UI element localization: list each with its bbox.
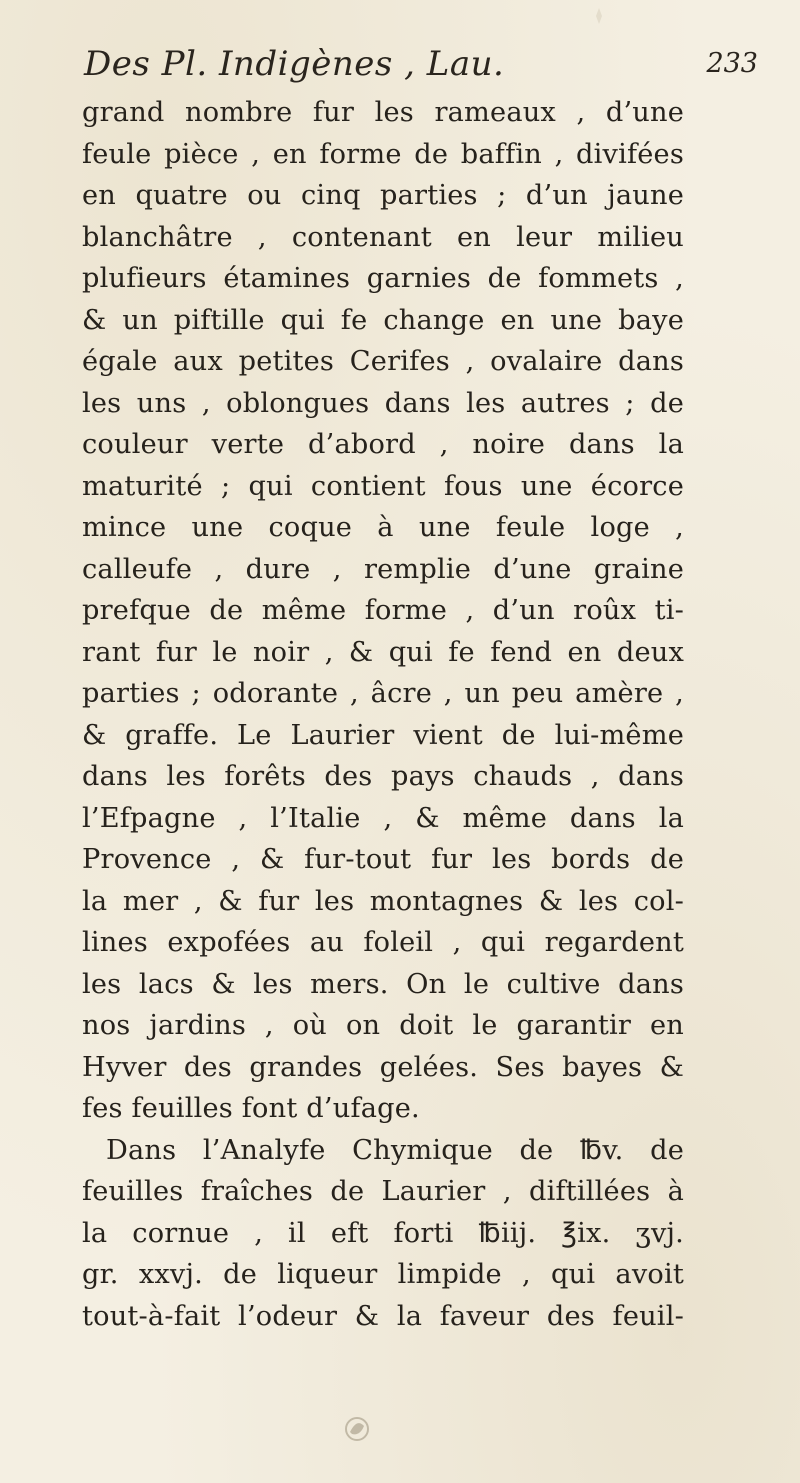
text-line: parties ; odorante , âcre , un peu amère , — [82, 678, 684, 709]
text-line: Hyver des grandes gelées. Ses bayes & — [82, 1051, 684, 1083]
text-line: tout-à-fait l’odeur & la faveur des feuil- — [82, 1300, 684, 1332]
text-line: prefque de même forme , d’un roûx ti- — [82, 595, 684, 626]
text-line: feule pièce , en forme de baffin , divifées — [82, 138, 684, 170]
text-line: couleur verte d’abord , noire dans la — [82, 429, 684, 460]
text-line: en quatre ou cinq parties ; d’un jaune — [82, 180, 684, 211]
text-line: plufieurs étamines garnies de fommets , — [82, 263, 684, 294]
text-line: rant fur le noir , & qui fe fend en deux — [82, 636, 684, 668]
text-line: & graffe. Le Laurier vient de lui-même — [82, 719, 684, 751]
text-line: les lacs & les mers. On le cultive dans — [82, 968, 684, 1000]
ink-speck — [592, 8, 606, 24]
text-line: gr. xxvj. de liqueur limpide , qui avoit — [82, 1259, 684, 1290]
page-number: 233 — [706, 48, 758, 79]
text-line: calleufe , dure , remplie d’une graine — [82, 553, 684, 585]
text-line: l’Efpagne , l’Italie , & même dans la — [82, 802, 684, 834]
text-line: fes feuilles font d’ufage. — [82, 1093, 420, 1124]
text-line: égale aux petites Cerifes , ovalaire dans — [82, 346, 684, 377]
text-line: maturité ; qui contient fous une écorce — [82, 470, 684, 502]
paragraph-1 — [82, 92, 684, 1130]
printer-ornament-icon — [340, 1412, 374, 1446]
running-head — [84, 42, 764, 96]
text-line: nos jardins , où on doit le garantir en — [82, 1010, 684, 1041]
text-line: blanchâtre , contenant en leur milieu — [82, 221, 684, 253]
text-line: dans les forêts des pays chauds , dans — [82, 761, 684, 792]
text-line: lines expofées au foleil , qui regardent — [82, 927, 684, 958]
body-text — [82, 92, 684, 1337]
running-head-title: Des Pl. Indigènes , Lau. — [84, 44, 505, 84]
text-line: Dans l’Analyfe Chymique de ℔v. de — [106, 1134, 684, 1166]
text-line: mince une coque à une feule loge , — [82, 512, 684, 543]
text-line: grand nombre fur les rameaux , d’une — [82, 97, 684, 128]
text-line: & un piftille qui fe change en une baye — [82, 304, 684, 336]
text-line: les uns , oblongues dans les autres ; de — [82, 387, 684, 419]
text-line: la cornue , il eft forti ℔iij. ℥ix. ʒvj. — [82, 1217, 684, 1249]
text-line: la mer , & fur les montagnes & les col- — [82, 885, 684, 917]
text-line: feuilles fraîches de Laurier , diftillées à — [82, 1176, 684, 1207]
paragraph-2 — [82, 1130, 684, 1338]
text-line: Provence , & fur-tout fur les bords de — [82, 844, 684, 875]
